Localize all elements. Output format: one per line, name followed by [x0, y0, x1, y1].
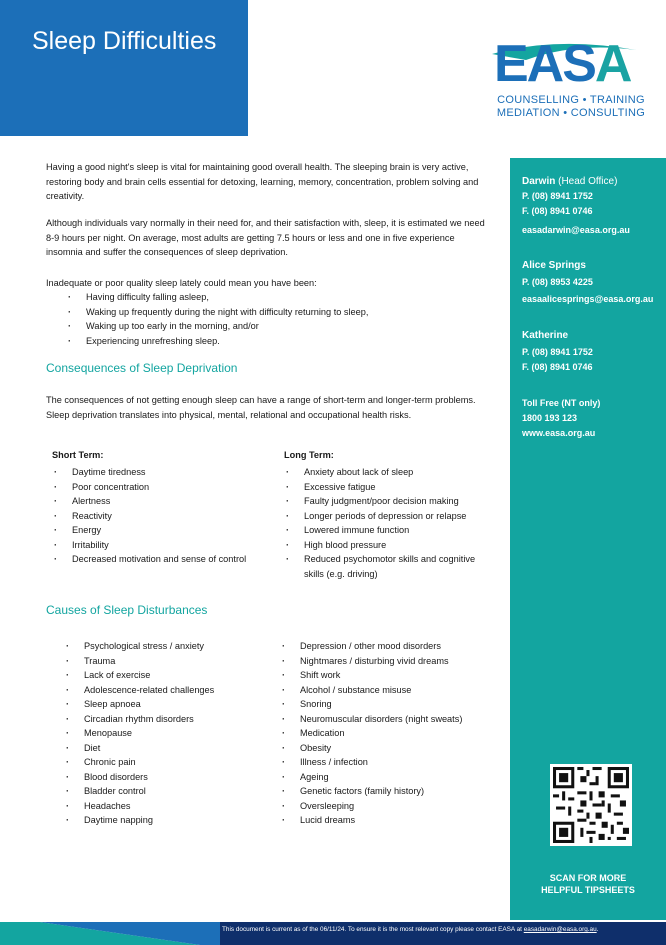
- alice-phone[interactable]: P. (08) 8953 4225: [522, 277, 593, 287]
- list-item: · Lack of exercise: [64, 668, 274, 683]
- causes-heading: Causes of Sleep Disturbances: [46, 603, 208, 617]
- list-item: · Faulty judgment/poor decision making: [284, 494, 494, 509]
- logo-brand-main: EAS: [494, 35, 595, 93]
- consequences-heading: Consequences of Sleep Deprivation: [46, 361, 238, 375]
- causes-list-left: [64, 639, 274, 828]
- alice-email[interactable]: easaalicesprings@easa.org.au: [522, 294, 654, 304]
- katherine-contact: [522, 328, 593, 375]
- darwin-fax: F. (08) 8941 0746: [522, 206, 593, 216]
- list-item: · Shift work: [280, 668, 505, 683]
- list-item: · Irritability: [52, 538, 280, 553]
- footer-email-link[interactable]: easadarwin@easa.org.au: [523, 926, 597, 933]
- causes-list-right: [280, 639, 505, 828]
- logo-tagline-line-1: COUNSELLING • TRAINING: [497, 94, 645, 106]
- list-item: · Illness / infection: [280, 755, 505, 770]
- tollfree-label: Toll Free (NT only): [522, 398, 601, 408]
- qr-caption-line-2: HELPFUL TIPSHEETS: [541, 885, 635, 895]
- darwin-email[interactable]: easadarwin@easa.org.au: [522, 225, 630, 235]
- intro-paragraph-3: Inadequate or poor quality sleep lately could mean you have been:: [46, 278, 317, 288]
- list-item: · Neuromuscular disorders (night sweats): [280, 712, 505, 727]
- list-item: · Chronic pain: [64, 755, 274, 770]
- list-item: · Excessive fatigue: [284, 480, 494, 495]
- list-item: · Longer periods of depression or relapse: [284, 509, 494, 524]
- list-item: · Sleep apnoea: [64, 697, 274, 712]
- short-term-list: [52, 465, 280, 567]
- alice-name: Alice Springs: [522, 260, 586, 271]
- list-item: · Bladder control: [64, 784, 274, 799]
- list-item: · Genetic factors (family history): [280, 784, 505, 799]
- list-item: · Reduced psychomotor skills and cognitive skills (e.g. driving): [284, 552, 494, 581]
- list-item: · Obesity: [280, 741, 505, 756]
- qr-caption: [510, 872, 666, 896]
- logo-brand-accent: A: [594, 35, 631, 93]
- list-item: · Having difficulty falling asleep,: [66, 290, 486, 305]
- qr-code-icon[interactable]: [550, 764, 632, 846]
- list-item: · Trauma: [64, 654, 274, 669]
- qr-caption-line-1: SCAN FOR MORE: [549, 873, 627, 883]
- title-panel: [0, 0, 248, 136]
- consequences-intro: The consequences of not getting enough sleep can have a range of short-term and longer-term problems. Sleep deprivation translates into physical, mental, relational and occupational health risks.: [46, 395, 476, 420]
- katherine-name: Katherine: [522, 330, 569, 341]
- list-item: · High blood pressure: [284, 538, 494, 553]
- list-item: · Ageing: [280, 770, 505, 785]
- list-item: · Psychological stress / anxiety: [64, 639, 274, 654]
- list-item: · Circadian rhythm disorders: [64, 712, 274, 727]
- easa-logo: [486, 36, 656, 126]
- darwin-contact: [522, 174, 630, 238]
- long-term-list: [284, 465, 494, 581]
- list-item: · Anxiety about lack of sleep: [284, 465, 494, 480]
- footer-end: .: [596, 926, 599, 933]
- list-item: · Alertness: [52, 494, 280, 509]
- list-item: · Medication: [280, 726, 505, 741]
- list-item: · Lowered immune function: [284, 523, 494, 538]
- footer-text: This document is current as of the 06/11/24. To ensure it is the most relevant copy please contact EASA at: [222, 926, 522, 933]
- intro-paragraph-2: Although individuals vary normally in their need for, and their satisfaction with, sleep, it is estimated we need 8-9 hours per night. On average, most adults are getting 7.5 hours or less and one in five experience insomnia and suffer the consequences of sleep deprivation.: [46, 218, 485, 257]
- list-item: · Energy: [52, 523, 280, 538]
- contact-sidebar: [510, 158, 666, 920]
- list-item: · Adolescence-related challenges: [64, 683, 274, 698]
- darwin-name: Darwin: [522, 176, 556, 187]
- footer-notice: [222, 926, 598, 933]
- list-item: · Daytime tiredness: [52, 465, 280, 480]
- symptom-list: [66, 290, 486, 348]
- list-item: · Oversleeping: [280, 799, 505, 814]
- alice-springs-contact: [522, 258, 653, 307]
- tollfree-contact: [522, 396, 600, 441]
- list-item: · Decreased motivation and sense of control: [52, 552, 280, 567]
- logo-tagline: [486, 94, 656, 120]
- list-item: · Menopause: [64, 726, 274, 741]
- darwin-phone[interactable]: P. (08) 8941 1752: [522, 191, 593, 201]
- list-item: · Depression / other mood disorders: [280, 639, 505, 654]
- list-item: · Poor concentration: [52, 480, 280, 495]
- website-link[interactable]: www.easa.org.au: [522, 428, 596, 438]
- list-item: · Headaches: [64, 799, 274, 814]
- katherine-fax: F. (08) 8941 0746: [522, 362, 593, 372]
- intro-paragraph-1: Having a good night's sleep is vital for maintaining good overall health. The sleeping brain is very active, restoring body and brain cells essential for detoxing, learning, memory, concentration, problem solving and creativity.: [46, 162, 479, 201]
- list-item: · Snoring: [280, 697, 505, 712]
- list-item: · Lucid dreams: [280, 813, 505, 828]
- list-item: · Diet: [64, 741, 274, 756]
- logo-tagline-line-2: MEDIATION • CONSULTING: [496, 107, 646, 119]
- list-item: · Nightmares / disturbing vivid dreams: [280, 654, 505, 669]
- list-item: · Reactivity: [52, 509, 280, 524]
- list-item: · Waking up frequently during the night with difficulty returning to sleep,: [66, 305, 486, 320]
- list-item: · Waking up too early in the morning, and/or: [66, 319, 486, 334]
- katherine-phone[interactable]: P. (08) 8941 1752: [522, 347, 593, 357]
- darwin-note: (Head Office): [558, 176, 618, 187]
- tollfree-number[interactable]: 1800 193 123: [522, 413, 578, 423]
- list-item: · Daytime napping: [64, 813, 274, 828]
- logo-wordmark: [494, 36, 630, 92]
- list-item: · Experiencing unrefreshing sleep.: [66, 334, 486, 349]
- long-term-title: Long Term:: [284, 450, 334, 460]
- list-item: · Blood disorders: [64, 770, 274, 785]
- page-title: Sleep Difficulties: [32, 27, 217, 55]
- short-term-title: Short Term:: [52, 450, 104, 460]
- list-item: · Alcohol / substance misuse: [280, 683, 505, 698]
